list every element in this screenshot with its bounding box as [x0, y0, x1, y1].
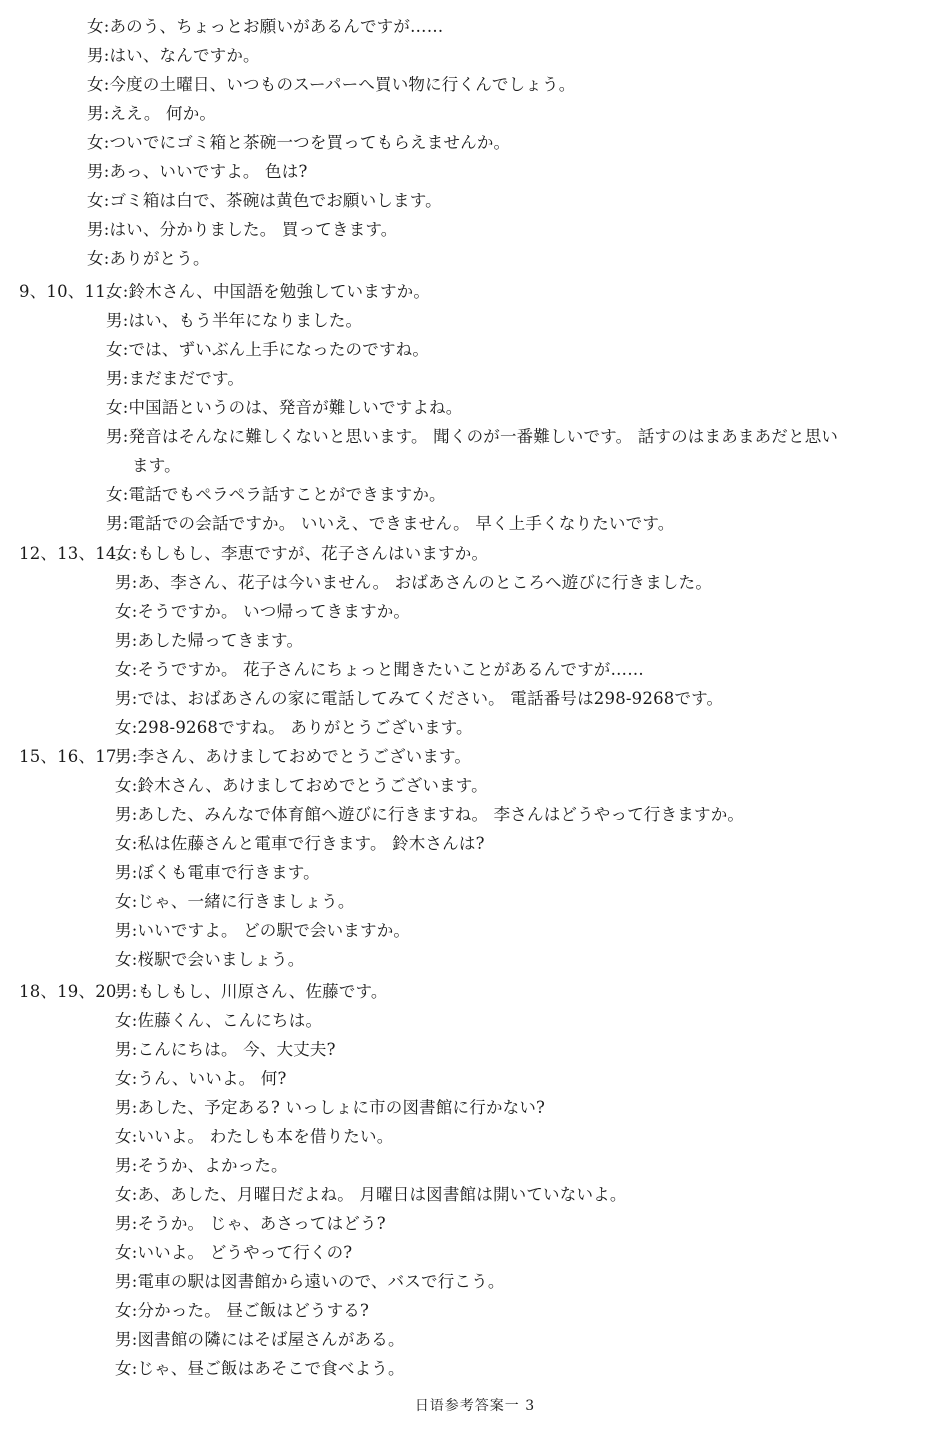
dialogue-line: 女:今度の土曜日、いつものスーパーへ買い物に行くんでしょう。	[87, 75, 576, 94]
dialogue-line: 女:佐藤くん、こんにちは。	[115, 1011, 323, 1030]
dialogue-line: 女:では、ずいぶん上手になったのですね。	[106, 340, 430, 359]
dialogue-line: 男:ぼくも電車で行きます。	[115, 863, 320, 882]
question-number: 12、13、14.	[19, 544, 123, 563]
question-number: 9、10、11.	[19, 282, 112, 301]
dialogue-line: 男:図書館の隣にはそば屋さんがある。	[115, 1330, 405, 1349]
dialogue-line: 女:うん、いいよ。 何?	[115, 1069, 287, 1088]
dialogue-line: 女:いいよ。 わたしも本を借りたい。	[115, 1127, 394, 1146]
dialogue-line: 女:私は佐藤さんと電車で行きます。 鈴木さんは?	[115, 834, 485, 853]
dialogue-line: 女:鈴木さん、中国語を勉強していますか。	[106, 282, 431, 301]
dialogue-line: 男:あした帰ってきます。	[115, 631, 304, 650]
dialogue-line: 男:あ、李さん、花子は今いません。 おばあさんのところへ遊びに行きました。	[115, 573, 713, 592]
dialogue-line: 男:あした、予定ある? いっしょに市の図書館に行かない?	[115, 1098, 546, 1117]
question-number: 15、16、17.	[19, 747, 123, 766]
dialogue-line: 男:こんにちは。 今、大丈夫?	[115, 1040, 336, 1059]
dialogue-line: 男:はい、なんですか。	[87, 46, 260, 65]
dialogue-line: 女:そうですか。 花子さんにちょっと聞きたいことがあるんですが……	[115, 660, 644, 679]
dialogue-line: 男:電話での会話ですか。 いいえ、できません。 早く上手くなりたいです。	[106, 514, 675, 533]
dialogue-line: 女:ありがとう。	[87, 249, 210, 268]
dialogue-line: 女:あのう、ちょっとお願いがあるんですが……	[87, 17, 444, 36]
dialogue-line: 男:では、おばあさんの家に電話してみてください。 電話番号は298-9268です。	[115, 689, 724, 708]
dialogue-line: 女:いいよ。 どうやって行くの?	[115, 1243, 353, 1262]
dialogue-line: 男:あっ、いいですよ。 色は?	[87, 162, 308, 181]
question-number: 18、19、20.	[19, 982, 123, 1001]
dialogue-line: 女:もしもし、李恵ですが、花子さんはいますか。	[115, 544, 489, 563]
dialogue-line: 男:そうか、よかった。	[115, 1156, 288, 1175]
dialogue-line: 男:李さん、あけましておめでとうございます。	[115, 747, 472, 766]
dialogue-line: 女:電話でもペラペラ話すことができますか。	[106, 485, 446, 504]
dialogue-line: 男:発音はそんなに難しくないと思います。 聞くのが一番難しいです。 話すのはまあまあだと思い	[106, 427, 839, 446]
dialogue-line: 女:ついでにゴミ箱と茶碗一つを買ってもらえませんか。	[87, 133, 511, 152]
page-footer: 日语参考答案一 3	[414, 1398, 536, 1414]
dialogue-line-continuation: ます。	[132, 456, 181, 475]
dialogue-line: 女:桜駅で会いましょう。	[115, 950, 305, 969]
dialogue-line: 男:あした、みんなで体育館へ遊びに行きますね。 李さんはどうやって行きますか。	[115, 805, 745, 824]
dialogue-line: 女:そうですか。 いつ帰ってきますか。	[115, 602, 411, 621]
dialogue-line: 女:じゃ、一緒に行きましょう。	[115, 892, 355, 911]
dialogue-line: 女:分かった。 昼ご飯はどうする?	[115, 1301, 370, 1320]
dialogue-line: 男:いいですよ。 どの駅で会いますか。	[115, 921, 411, 940]
dialogue-line: 女:あ、あした、月曜日だよね。 月曜日は図書館は開いていないよ。	[115, 1185, 627, 1204]
dialogue-line: 女:中国語というのは、発音が難しいですよね。	[106, 398, 463, 417]
dialogue-line: 男:はい、もう半年になりました。	[106, 311, 363, 330]
dialogue-line: 男:ええ。 何か。	[87, 104, 217, 123]
dialogue-line: 男:電車の駅は図書館から遠いので、バスで行こう。	[115, 1272, 505, 1291]
dialogue-line: 女:298-9268ですね。 ありがとうございます。	[115, 718, 473, 737]
dialogue-line: 女:ゴミ箱は白で、茶碗は黄色でお願いします。	[87, 191, 442, 210]
dialogue-line: 男:そうか。 じゃ、あさってはどう?	[115, 1214, 386, 1233]
dialogue-line: 女:じゃ、昼ご飯はあそこで食べよう。	[115, 1359, 405, 1378]
dialogue-line: 男:はい、分かりました。 買ってきます。	[87, 220, 398, 239]
dialogue-line: 女:鈴木さん、あけましておめでとうございます。	[115, 776, 488, 795]
dialogue-line: 男:まだまだです。	[106, 369, 245, 388]
dialogue-line: 男:もしもし、川原さん、佐藤です。	[115, 982, 388, 1001]
